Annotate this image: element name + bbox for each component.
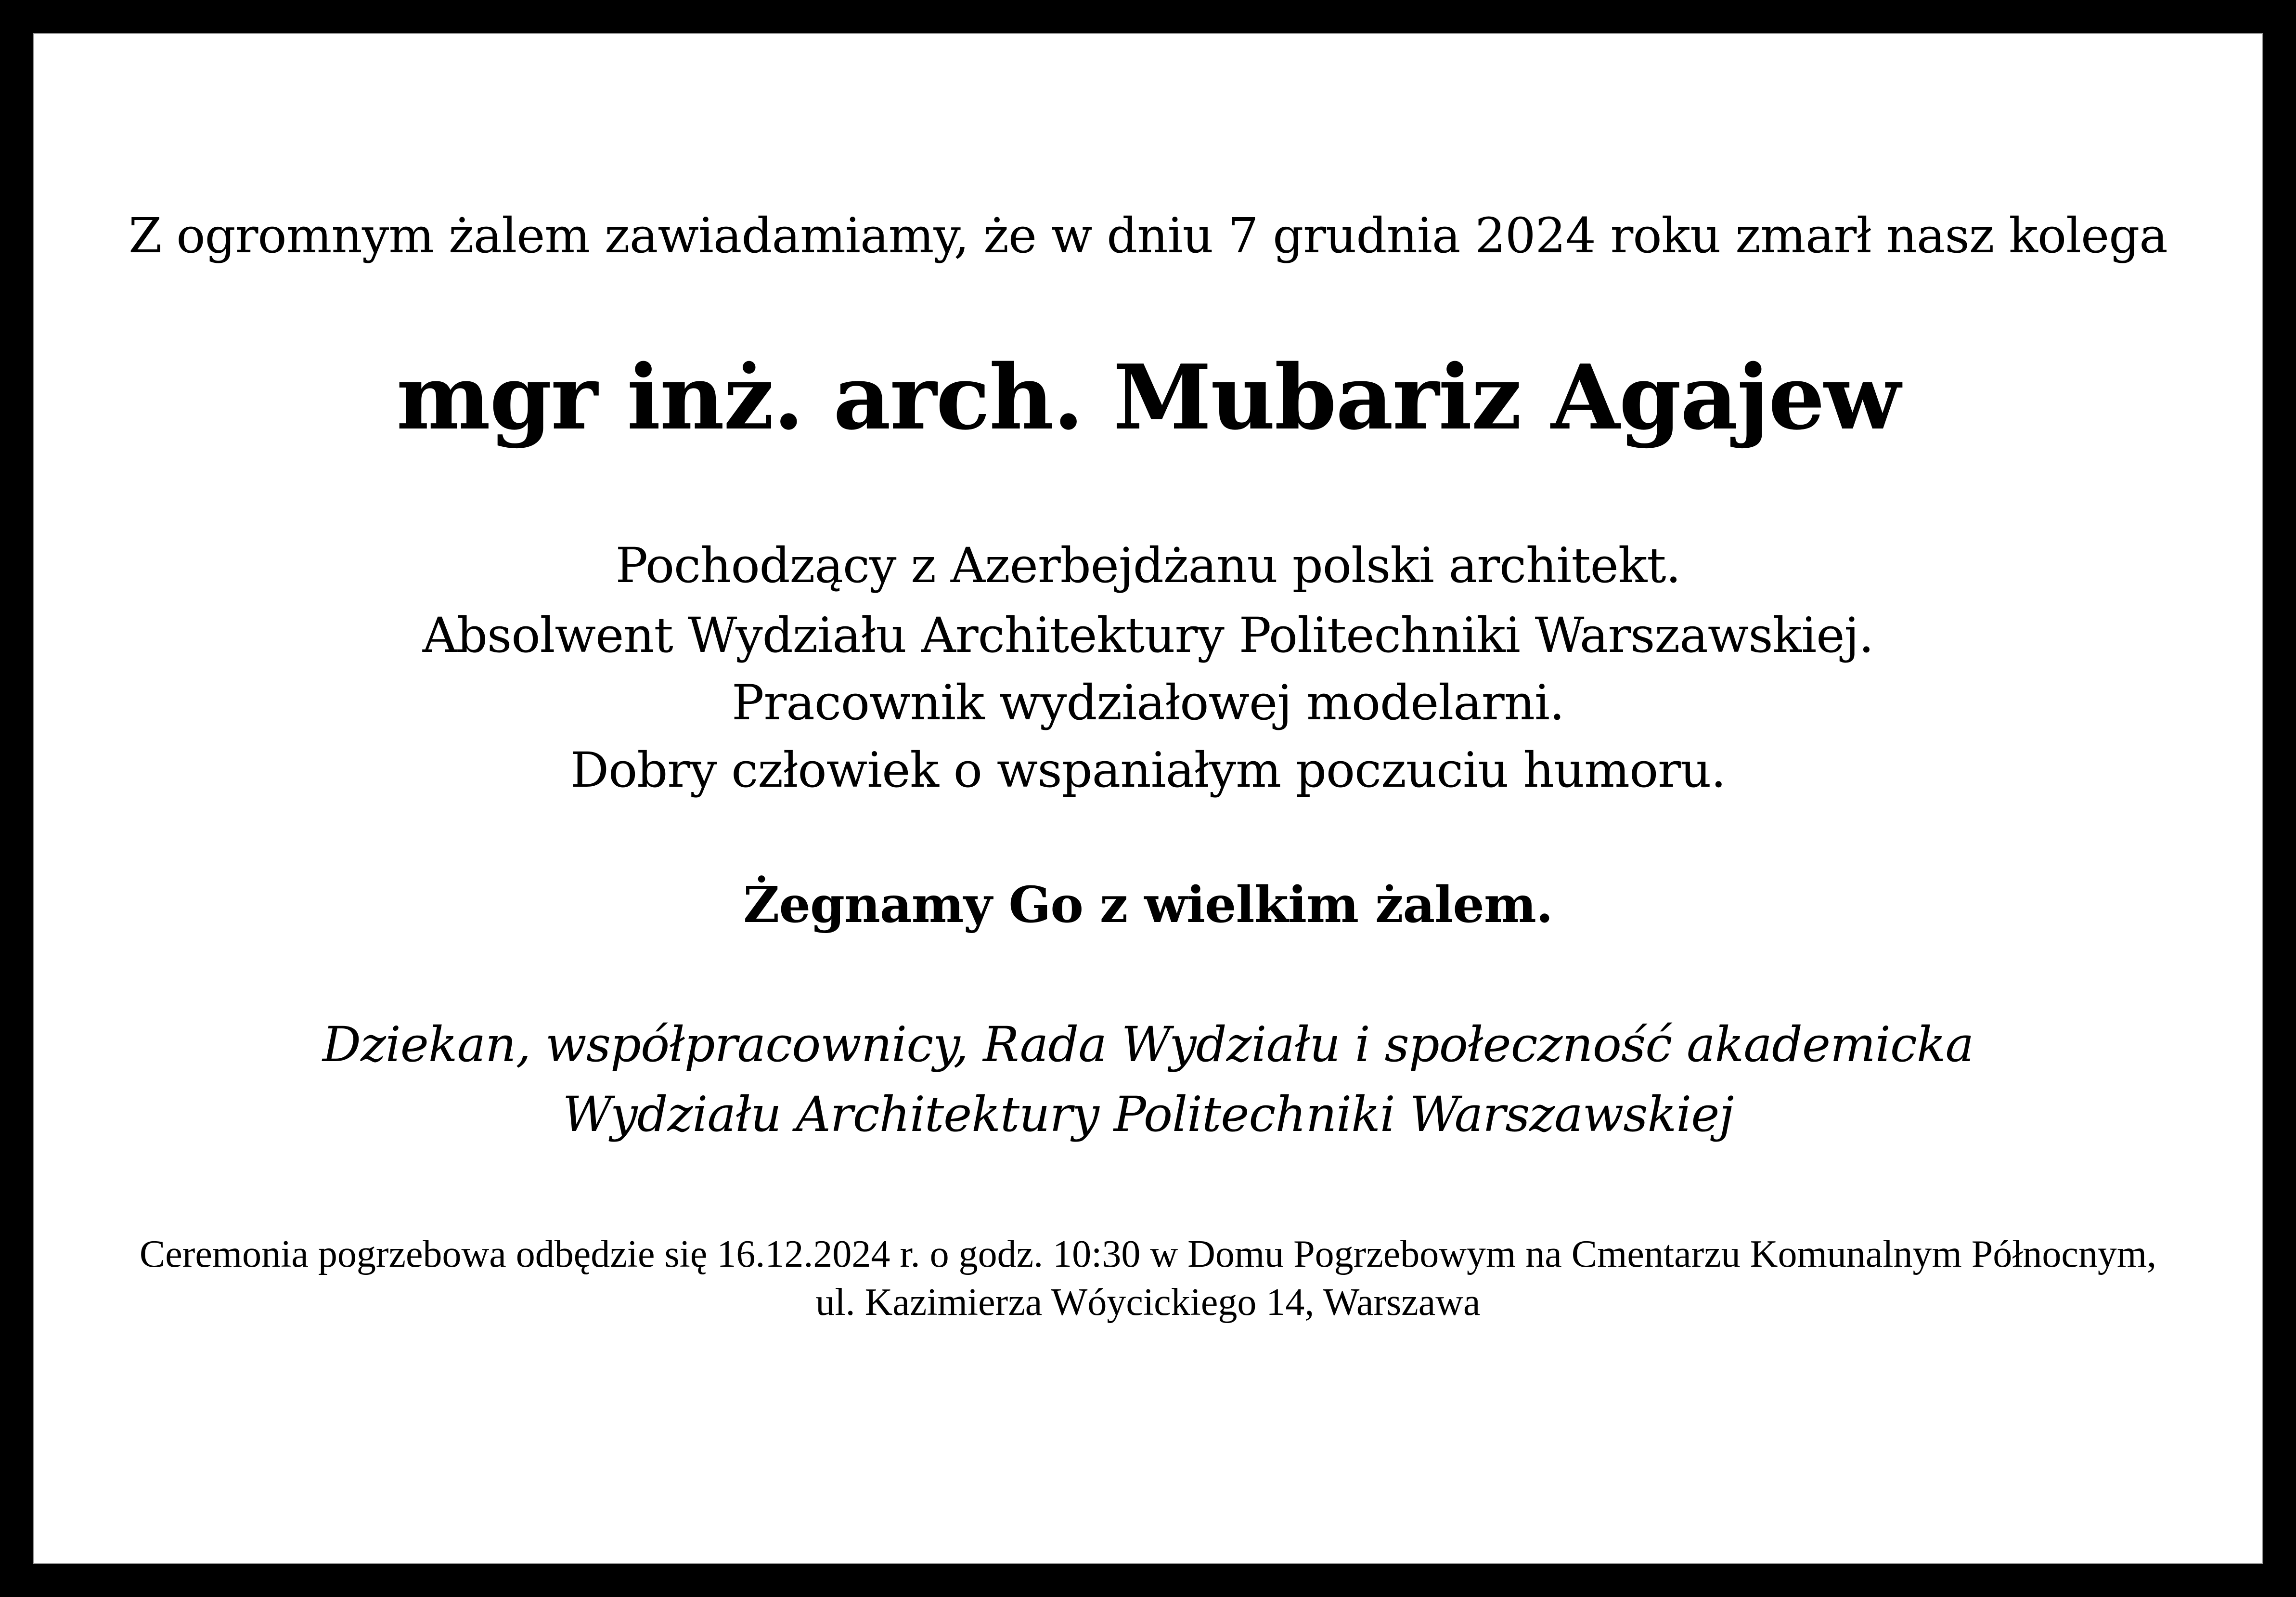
announcement-intro: Z ogromnym żalem zawiadamiamy, że w dniu 7 grudnia 2024 roku zmarł nasz kolega — [129, 208, 2167, 264]
bio-line-origin: Pochodzący z Azerbejdżanu polski architekt. — [615, 537, 1681, 594]
bio-line-education: Absolwent Wydziału Architektury Politechniki Warszawskiej. — [422, 607, 1874, 663]
bio-line-character: Dobry człowiek o wspaniałym poczuciu humoru. — [570, 742, 1726, 798]
ceremony-details-line-1: Ceremonia pogrzebowa odbędzie się 16.12.2024 r. o godz. 10:30 w Domu Pogrzebowym na Cmentarzu Komunalnym Północnym, — [139, 1233, 2157, 1275]
signature-line-2: Wydziału Architektury Politechniki Warszawskiej — [562, 1086, 1734, 1143]
bio-line-work: Pracownik wydziałowej modelarni. — [732, 675, 1564, 731]
deceased-name: mgr inż. arch. Mubariz Agajew — [396, 345, 1900, 450]
farewell-message: Żegnamy Go z wielkim żalem. — [743, 876, 1553, 934]
signature-line-1: Dziekan, współpracownicy, Rada Wydziału i społeczność akademicka — [322, 1016, 1974, 1073]
ceremony-address-line: ul. Kazimierza Wóycickiego 14, Warszawa — [815, 1281, 1481, 1324]
